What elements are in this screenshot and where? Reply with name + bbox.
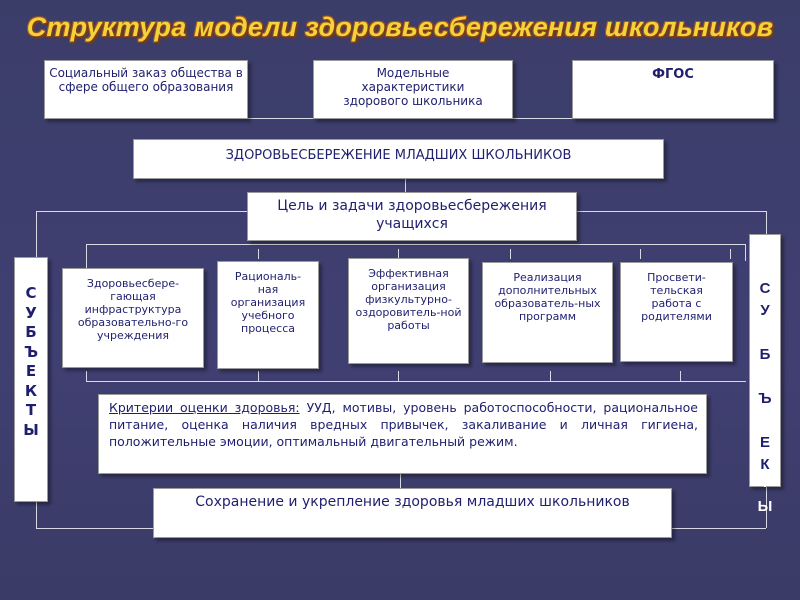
tick (398, 371, 399, 381)
tick (680, 371, 681, 381)
subject-letter: У (760, 302, 770, 319)
goal-text: Цель и задачи здоровьесбережения учащихся (277, 198, 547, 232)
direction-parents-text: Просвети-тельская работа с родителями (641, 271, 712, 323)
subject-letter: Т (25, 401, 37, 419)
result-box (153, 488, 672, 538)
subject-letter: С (759, 280, 771, 297)
direction-learning-process-text: Рациональ-ная организация учебного процесса (230, 270, 306, 335)
tick (510, 249, 511, 259)
subject-letter: Т (760, 474, 770, 491)
direction-extra-programs-box (482, 262, 613, 363)
tick (86, 371, 87, 381)
direction-physical-activity-box (348, 258, 469, 364)
main-heading-text: ЗДОРОВЬЕСБЕРЕЖЕНИЕ МЛАДШИХ ШКОЛЬНИКОВ (225, 148, 572, 163)
tick (550, 371, 551, 381)
tick (640, 249, 641, 259)
subject-letter: Ы (23, 420, 39, 439)
subject-letter: Е (759, 434, 770, 451)
main-heading-box (133, 139, 664, 179)
subject-letter: С (25, 284, 37, 302)
connector-bottom-left (36, 501, 37, 528)
social-order-box (44, 60, 248, 119)
subject-letter: Б (25, 323, 37, 341)
connector-bottom-bar-right (672, 528, 766, 529)
connector-criteria-to-result (400, 474, 401, 488)
model-characteristics-text: Модельные характеристики здорового школьника (343, 66, 483, 108)
connector-direction-right (745, 244, 746, 261)
connector-outer-left (36, 211, 37, 258)
criteria-label: Критерии оценки здоровья: (109, 400, 300, 415)
subject-letter: Ы (757, 498, 773, 515)
direction-parents-box (620, 262, 733, 362)
subject-letter: К (24, 381, 38, 400)
connector-direction-bar (86, 244, 746, 245)
subject-letter: Ъ (23, 342, 39, 361)
fgos-text: ФГОС (652, 67, 694, 82)
subject-letter: К (760, 456, 770, 473)
direction-physical-activity-text: Эффективная организация физкультурно-оздоровитель-ной работы (355, 267, 462, 332)
subjects-left-box (14, 257, 48, 502)
connector-criteria-bar (86, 381, 746, 382)
connector-bottom-bar-left (36, 528, 154, 529)
criteria-text: УУД, мотивы, уровень работоспособности, рациональное питание, оценка наличия вредных привычек, закаливание и личная гигиена, положительные эмоции, оптимальный двигательный режим. (109, 400, 698, 449)
connector-direction-left (86, 244, 87, 268)
direction-infrastructure-box (62, 268, 204, 368)
connector-outer-right (766, 211, 767, 235)
model-characteristics-box (313, 60, 513, 119)
subject-letter: Б (759, 346, 771, 363)
direction-learning-process-box (217, 261, 319, 369)
subject-letter: У (25, 303, 37, 322)
direction-infrastructure-text: Здоровьесбере-гающая инфраструктура образовательно-го учреждения (77, 277, 189, 342)
criteria-box (98, 394, 707, 474)
result-text: Сохранение и укрепление здоровья младших школьников (195, 494, 630, 510)
fgos-box (572, 60, 774, 119)
tick (730, 249, 731, 259)
subject-letter: Е (25, 362, 37, 380)
subjects-right-letters (749, 280, 781, 515)
connector-main-to-goal (405, 179, 406, 192)
tick (258, 249, 259, 259)
subject-letter: Ъ (758, 390, 772, 407)
direction-extra-programs-text: Реализация дополнительных образователь-ных программ (494, 271, 601, 323)
social-order-text: Социальный заказ общества в сфере общего образования (49, 66, 243, 94)
tick (258, 371, 259, 381)
goal-box (247, 192, 577, 241)
slide-title: Структура модели здоровьесбережения школьников (26, 12, 774, 42)
